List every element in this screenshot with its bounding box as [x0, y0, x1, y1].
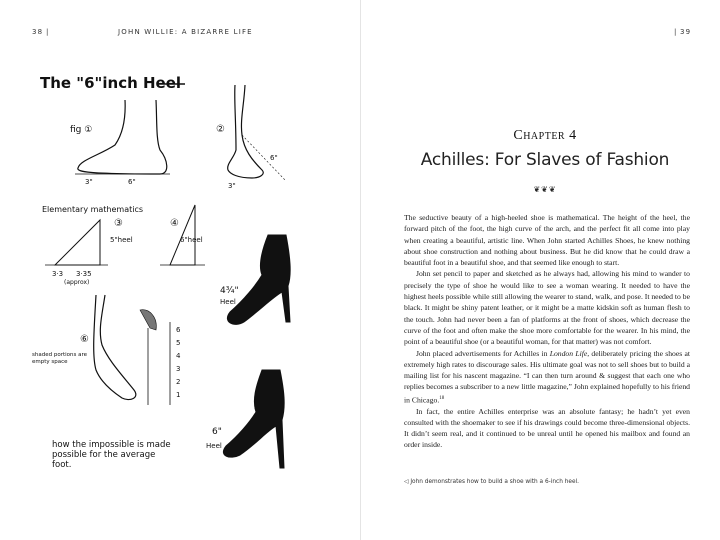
impossible-note-wrap — [52, 440, 172, 490]
paragraph-3-start: John placed advertisements for Achilles in — [416, 348, 550, 358]
fig1-six: 6" — [128, 178, 136, 186]
fig4-label: ④ — [170, 218, 179, 229]
illustration-title: The "6"inch Heel — [40, 74, 182, 92]
caption-arrow-icon: ◁ — [404, 479, 409, 485]
fig3-heel: 5"heel — [110, 236, 133, 244]
scale-3: 3 — [176, 365, 181, 373]
caption-text: John demonstrates how to build a shoe with a 6-inch heel. — [410, 479, 579, 485]
chapter-body — [404, 212, 690, 451]
shaded-note: shaded portions are empty space — [32, 352, 87, 365]
heel-illustration — [30, 60, 350, 515]
chapter-title: Achilles: For Slaves of Fashion — [420, 150, 670, 170]
fig3-label: ③ — [114, 218, 123, 229]
figure-caption — [404, 479, 694, 485]
fig2-label: ② — [216, 124, 225, 135]
fig2-foot — [228, 85, 264, 178]
paragraph-4: In fact, the entire Achilles enterprise was an absolute fantasy; he hadn’t yet even consulted with the shoemaker to see if his drawings could become three-dimensional objects. It didn’t seem real, and it continued to be unreal until he opened his mailbox and found an order inside. — [404, 406, 690, 450]
right-folio-rule: | — [674, 28, 678, 36]
left-page-number: 38 — [32, 28, 44, 36]
chapter-ornament: ❦❦❦ — [533, 185, 557, 194]
fig4-triangle — [170, 205, 195, 265]
scale-2: 2 — [176, 378, 181, 386]
fig5-shoe — [227, 235, 290, 324]
paragraph-2: John set pencil to paper and sketched as he always had, allowing his mind to wander to precisely the type of shoe he would like to see a woman wearing. It needed to have the highest heels possible while still allowing the wearer to stand, walk, and pose. It needed to be black. It might be shiny patent leather, or it might be a matte kidskin soft as human flesh to the touch. John had never been a fan of platforms at the front of shoes, which decrease the curve of the foot and often make the shoe more comfortable for the wearer. In his mind, the point of a beautiful shoe (or a beautiful woman, for that matter) was not comfort. — [404, 269, 690, 347]
fig5-size: 4¾" — [220, 286, 239, 296]
fig3-approx: (approx) — [64, 279, 90, 286]
fig1-foot — [78, 100, 167, 174]
scale-1: 1 — [176, 391, 181, 399]
fig2-three: 3" — [228, 182, 236, 190]
paragraph-1: The seductive beauty of a high-heeled shoe is mathematical. The height of the heel, the forward pitch of the foot, the high curve of the arch, and the perfect fit all come into play when creating a beautiful, artistic line. When John started Achilles Shoes, he knew nothing about shoe construction and nothing about business. But he did know that he could draw a beautiful foot in a beautiful shoe, and that seemed like enough to start. — [404, 213, 690, 268]
fig6-label: ⑥ — [80, 334, 89, 345]
footnote-ref: 18 — [439, 395, 445, 401]
left-running-title: JOHN WILLIE: A BIZARRE LIFE — [118, 28, 253, 36]
impossible-note: how the impossible is made possible for the average foot. — [52, 440, 171, 470]
fig5-heel: Heel — [220, 298, 236, 306]
fig1-three: 3" — [85, 178, 93, 186]
right-page-number: 39 — [680, 28, 692, 36]
fig6-scale — [176, 326, 181, 399]
paragraph-3 — [404, 348, 690, 406]
fig2-six: 6" — [270, 154, 278, 162]
paragraph-3-end: , deliberately pricing the shoes at extremely high rates to discourage sales. His ultimate goal was not to sell shoes but to build a mailing list for his nascent magazine. “I can then turn around & suggest that each one who replies becomes a subscriber to a new little magazine,” John explained hopefully to his friend in Chicago. — [404, 348, 690, 405]
scale-5: 5 — [176, 339, 181, 347]
fig7-shoe — [223, 370, 284, 468]
fig4-heel: 6"heel — [180, 236, 203, 244]
magazine-title: London Life — [549, 348, 588, 358]
scale-6: 6 — [176, 326, 181, 334]
fig7-size: 6" — [212, 427, 222, 437]
fig6-foot — [94, 295, 136, 400]
page-gutter — [360, 0, 361, 540]
elementary-label: Elementary mathematics — [42, 205, 144, 214]
fig6-shaded-area — [140, 310, 156, 330]
left-folio-rule: | — [46, 28, 50, 36]
shaded-note-wrap — [32, 352, 87, 392]
fig7-heel: Heel — [206, 442, 222, 450]
fig3-three-35: 3·35 — [76, 270, 92, 278]
chapter-label: Chapter 4 — [513, 128, 577, 143]
heel-diagram — [30, 60, 350, 515]
fig3-triangle — [55, 220, 100, 265]
fig3-three-three: 3·3 — [52, 270, 64, 278]
scale-4: 4 — [176, 352, 181, 360]
fig1-label: fig ① — [70, 125, 93, 135]
